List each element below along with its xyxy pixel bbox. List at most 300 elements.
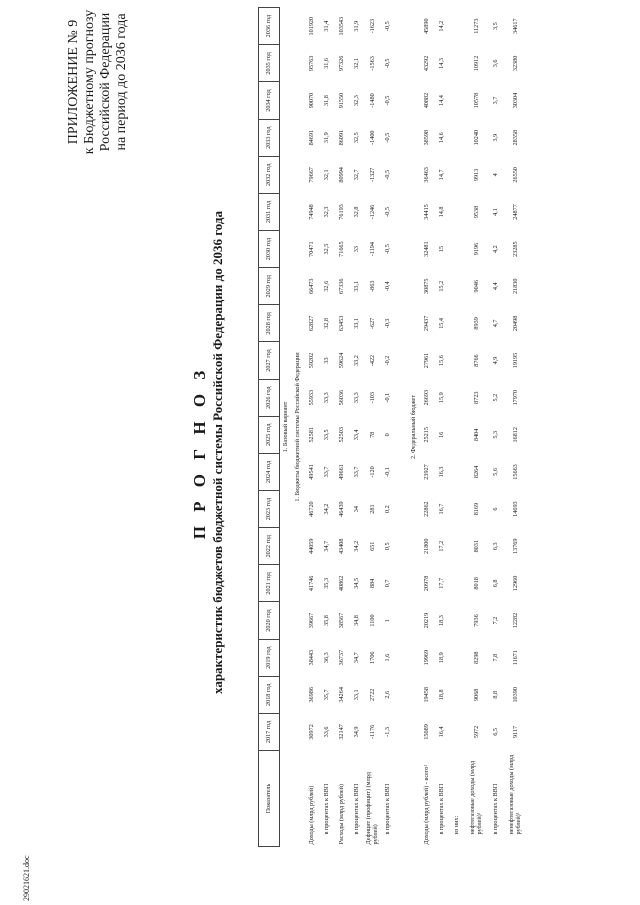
table-cell: 6,5 (492, 728, 500, 736)
table-body (280, 8, 528, 847)
annex-line-4: на период до 2036 года (114, 13, 129, 151)
row-label: в процентах к ВВП (492, 783, 500, 835)
table-cell: 103543 (337, 16, 345, 36)
table-cell: 26550 (511, 167, 519, 183)
table-cell: 14,4 (438, 95, 446, 106)
table-cell: 4,9 (492, 356, 500, 365)
table-cell: 23927 (423, 464, 431, 480)
table-cell: 15663 (511, 464, 519, 480)
table-cell: 19195 (511, 352, 519, 369)
table-cell: 5972 (472, 725, 480, 739)
table-cell: 4,7 (492, 319, 500, 328)
indicator-header: Показатель (259, 751, 280, 847)
table-row (449, 8, 464, 847)
table-cell: 18,8 (438, 689, 446, 701)
table-cell: -0,5 (384, 207, 392, 217)
table-cell: 41746 (307, 575, 315, 592)
table-cell: 8723 (472, 391, 480, 404)
table-header-row (259, 8, 280, 847)
year-header: 2024 год (259, 453, 280, 490)
table-cell: 884 (368, 578, 376, 589)
table-cell: 33,6 (322, 726, 330, 738)
table-cell: 52503 (337, 427, 345, 443)
table-cell: 5,2 (492, 393, 500, 402)
annex-number: ПРИЛОЖЕНИЕ № 9 (66, 19, 81, 145)
table-cell: 9117 (511, 725, 519, 739)
spacer-row (395, 8, 407, 847)
table-cell: 33,2 (352, 355, 360, 366)
table-cell: -863 (368, 280, 376, 292)
table-cell: -1623 (368, 18, 376, 34)
row-label: из них: (453, 815, 461, 835)
table-cell (449, 453, 464, 490)
table-cell: 9068 (472, 688, 480, 701)
table-cell (449, 528, 464, 565)
table-cell: -0,2 (384, 355, 392, 366)
table-cell: 32,3 (352, 95, 360, 106)
table-row (419, 8, 434, 847)
table-cell (449, 639, 464, 676)
table-cell: 38598 (423, 129, 431, 146)
table-cell: 8298 (472, 651, 480, 664)
table-row (380, 8, 395, 847)
table-cell: 16,7 (438, 503, 446, 515)
table-cell: -0,5 (384, 244, 392, 254)
year-header: 2031 год (259, 193, 280, 230)
table-cell: 5,3 (492, 430, 500, 439)
table-cell: 34,2 (322, 503, 330, 515)
table-cell: -0,5 (384, 58, 392, 69)
table-cell: 0,2 (384, 505, 392, 513)
table-cell: 19969 (423, 649, 431, 666)
table-cell: 18,3 (438, 615, 446, 626)
table-cell: 27961 (423, 352, 431, 369)
table-cell: 8766 (472, 354, 480, 367)
variant-title-label: 1. Базовый вариант (282, 401, 290, 453)
table-cell: 9913 (472, 168, 480, 182)
row-label: Доходы (млрд рублей) (307, 785, 315, 845)
row-label: Расходы (млрд рублей) (337, 784, 345, 845)
table-cell: 34264 (337, 687, 345, 703)
annex-line-2: к Бюджетному прогнозу (82, 9, 97, 155)
table-cell: 46720 (307, 501, 315, 517)
table-cell: 16,4 (438, 726, 446, 738)
table-cell: 9196 (472, 242, 480, 256)
table-cell: 9046 (472, 280, 480, 293)
year-header: 2021 год (259, 565, 280, 602)
table-cell: 20498 (511, 315, 519, 332)
table-cell: 15,9 (438, 392, 446, 404)
table-cell: -0,3 (384, 318, 392, 329)
table-cell: 80994 (337, 167, 345, 183)
table-cell: 7,2 (492, 616, 500, 625)
annex-block (66, 7, 130, 157)
table-cell: 33,4 (352, 429, 360, 441)
table-cell: 10578 (472, 92, 480, 109)
table-cell: 6,3 (492, 542, 500, 551)
table-cell: 16812 (511, 427, 519, 443)
table-cell: 30875 (423, 278, 431, 294)
table-cell: -0,1 (384, 467, 392, 477)
table-cell: -1480 (368, 93, 376, 108)
year-header: 2019 год (259, 639, 280, 676)
table-cell: -1327 (368, 167, 376, 183)
table-cell (449, 156, 464, 193)
table-cell: 4 (492, 173, 500, 177)
table-cell (449, 342, 464, 379)
table-cell: 34,2 (352, 540, 360, 552)
year-header: 2033 год (259, 119, 280, 156)
table-cell: 1,6 (384, 653, 392, 662)
table-cell: 39667 (307, 612, 315, 629)
table-cell: 33,7 (322, 466, 330, 478)
table-cell: 14,7 (438, 169, 446, 181)
table-cell: 38567 (337, 612, 345, 629)
table-cell: 90070 (307, 92, 315, 109)
table-cell: 33 (352, 246, 360, 253)
table-cell: 20978 (423, 575, 431, 592)
table-row (334, 8, 349, 847)
row-label: в процентах к ВВП (352, 783, 360, 835)
table-cell: 4,1 (492, 208, 500, 216)
table-cell: 10240 (472, 129, 480, 146)
document-subtitle: характеристик бюджетов бюджетной системы Российской Федерации до 2036 года (210, 211, 225, 694)
table-cell: 8018 (472, 577, 480, 590)
table-cell: 40862 (337, 575, 345, 592)
forecast-table (258, 7, 527, 847)
table-cell: 49541 (307, 464, 315, 480)
table-cell: 31,8 (322, 95, 330, 106)
year-header: 2027 год (259, 342, 280, 379)
table-cell: 79667 (307, 167, 315, 183)
table-cell (449, 193, 464, 230)
table-cell: 78 (368, 431, 376, 438)
year-header: 2034 год (259, 82, 280, 119)
table-cell: 15 (438, 246, 446, 253)
table-cell: -103 (368, 392, 376, 404)
table-cell: 43292 (423, 55, 431, 72)
table-cell: 2,6 (384, 690, 392, 699)
table-cell: -627 (368, 317, 376, 330)
table-cell: 36737 (337, 649, 345, 666)
table-cell: 10912 (472, 55, 480, 72)
table-cell: 0,5 (384, 542, 392, 551)
table-cell: 97326 (337, 55, 345, 72)
table-cell: 0 (384, 433, 392, 437)
year-header: 2025 год (259, 416, 280, 453)
table-cell: 9538 (472, 205, 480, 219)
table-cell: 32,8 (322, 317, 330, 329)
table-cell: 8,8 (492, 690, 500, 699)
table-cell: 62827 (307, 315, 315, 332)
variant-title (280, 8, 293, 847)
table-cell: 45890 (423, 18, 431, 34)
table-cell: 32,5 (322, 243, 330, 255)
table-cell: 4,4 (492, 282, 500, 291)
row-label: нефтегазовые доходы (млрд рублей)¹ (469, 760, 484, 835)
table-cell: -120 (368, 466, 376, 478)
table-cell: 4,2 (492, 245, 500, 253)
table-cell: 66473 (307, 278, 315, 294)
table-cell: 56036 (337, 389, 345, 406)
table-cell: 36,3 (322, 652, 330, 664)
table-cell: 34617 (511, 18, 519, 34)
table-cell (449, 379, 464, 416)
document-code: 29021621.doc (22, 855, 31, 901)
table-cell: 84691 (307, 129, 315, 146)
table-cell: 7,8 (492, 653, 500, 662)
table-cell: 35,8 (322, 615, 330, 626)
table-cell: 8169 (472, 502, 480, 516)
year-header: 2017 год (259, 713, 280, 750)
table-cell: 26693 (423, 389, 431, 406)
table-cell: 25215 (423, 427, 431, 443)
table-cell: 8939 (472, 317, 480, 330)
table-cell: 55933 (307, 389, 315, 406)
table-cell: 86091 (337, 129, 345, 146)
table-cell: 23285 (511, 241, 519, 257)
table-cell: 34,7 (352, 652, 360, 664)
table-cell: 22862 (423, 501, 431, 517)
table-cell: 32,1 (352, 57, 360, 69)
table-cell: 14,8 (438, 206, 446, 218)
table-cell: 34,8 (352, 615, 360, 626)
table-cell: 33,7 (352, 466, 360, 478)
document-title: П Р О Г Н О З (190, 365, 209, 540)
table-cell: 16 (438, 431, 446, 438)
table-cell: 95763 (307, 55, 315, 72)
table-cell: 34 (352, 506, 360, 513)
table-cell (449, 45, 464, 82)
table-cell: 15,2 (438, 280, 446, 292)
year-header: 2030 год (259, 231, 280, 268)
row-label: в процентах к ВВП (384, 783, 392, 835)
table-cell: 14,3 (438, 57, 446, 69)
table-cell (449, 8, 464, 45)
table-cell: 0,7 (384, 579, 392, 588)
table-cell: 11671 (511, 650, 519, 666)
table-cell: 12960 (511, 575, 519, 592)
year-header: 2029 год (259, 268, 280, 305)
table-cell: 36463 (423, 167, 431, 183)
table-cell: 8404 (472, 428, 480, 441)
table-cell: 44059 (307, 538, 315, 554)
table-cell (449, 713, 464, 750)
table-cell: 1 (384, 618, 392, 623)
table-row (319, 8, 334, 847)
table-cell: 67336 (337, 278, 345, 294)
table-cell: 5,6 (492, 468, 500, 476)
table-cell: 3,9 (492, 133, 500, 142)
table-cell: 32481 (423, 241, 431, 257)
section-title (407, 8, 419, 847)
table-cell: -0,1 (384, 392, 392, 403)
year-header: 2026 год (259, 379, 280, 416)
table-cell: -0,5 (384, 95, 392, 106)
table-cell (449, 82, 464, 119)
table-cell: 1100 (368, 614, 376, 627)
table-cell: 18,9 (438, 652, 446, 664)
table-cell: 33,1 (352, 689, 360, 701)
table-cell: 32,8 (352, 206, 360, 218)
table-row (488, 8, 503, 847)
table-cell: 15089 (423, 724, 431, 740)
table-cell: 33,1 (352, 280, 360, 292)
year-header: 2020 год (259, 602, 280, 639)
table-cell: 281 (368, 504, 376, 514)
table-cell: 38443 (307, 649, 315, 666)
table-cell: 34,5 (352, 577, 360, 589)
table-cell: 30972 (307, 724, 315, 740)
table-cell: 70471 (307, 241, 315, 257)
table-cell: -0,5 (384, 132, 392, 143)
table-cell: 3,6 (492, 59, 500, 68)
row-label: Доходы (млрд рублей) - всего¹ (423, 764, 431, 845)
table-cell (449, 231, 464, 268)
table-cell (449, 491, 464, 528)
table-cell: 10390 (511, 687, 519, 703)
table-cell: 32,6 (322, 280, 330, 292)
table-cell: 34415 (423, 204, 431, 220)
table-cell: 32,7 (352, 169, 360, 181)
table-cell: 6,8 (492, 579, 500, 588)
table-cell: 28358 (511, 129, 519, 146)
table-cell: 34,7 (322, 540, 330, 552)
table-cell: -0,4 (384, 281, 392, 292)
table-cell: 63453 (337, 315, 345, 332)
table-cell: 74948 (307, 204, 315, 220)
table-cell: -1,3 (384, 727, 392, 737)
table-cell: 32,1 (322, 169, 330, 181)
table-cell: 21830 (511, 278, 519, 294)
year-header: 2032 год (259, 156, 280, 193)
table-cell: 12282 (511, 612, 519, 629)
table-cell: 14,6 (438, 132, 446, 144)
table-cell: 43408 (337, 538, 345, 554)
table-cell: 91550 (337, 92, 345, 109)
section-title (292, 8, 304, 847)
table-cell: 24877 (511, 204, 519, 220)
table-cell: 49661 (337, 464, 345, 480)
table-cell: 33,3 (322, 392, 330, 404)
annex-line-3: Российской Федерации (98, 12, 113, 152)
table-cell: -0,5 (384, 169, 392, 180)
table-cell: -422 (368, 354, 376, 367)
row-label: Дефицит (профицит) (млрд рублей) (365, 772, 380, 845)
section-title-label: 2. Федеральный бюджет (409, 395, 417, 460)
table-cell: 34,9 (352, 726, 360, 738)
table-cell: 31,9 (352, 20, 360, 32)
table-cell: -1176 (368, 724, 376, 740)
table-cell: 19458 (423, 687, 431, 703)
table-cell: 59202 (307, 352, 315, 369)
table-cell: 3,7 (492, 96, 500, 105)
table-row (364, 8, 380, 847)
table-cell: -0,5 (384, 21, 392, 32)
table-cell: 46439 (337, 501, 345, 517)
table-cell: -1194 (368, 242, 376, 257)
year-header: 2023 год (259, 491, 280, 528)
year-header: 2018 год (259, 676, 280, 713)
table-cell: 36986 (307, 687, 315, 703)
table-cell: 8264 (472, 465, 480, 479)
table-cell: 16,3 (438, 466, 446, 478)
table-cell: 59624 (337, 352, 345, 369)
table-cell: 15,4 (438, 317, 446, 329)
table-row (434, 8, 449, 847)
row-label: ненефтегазовые доходы (млрд рублей)¹ (508, 754, 523, 835)
table-cell (449, 565, 464, 602)
table-cell (449, 416, 464, 453)
table-cell: 40882 (423, 92, 431, 109)
row-label: в процентах к ВВП (438, 783, 446, 835)
table-cell: 20219 (423, 612, 431, 629)
table-cell: 31,4 (322, 20, 330, 32)
table-cell: 11273 (472, 18, 480, 34)
table-cell: 21800 (423, 538, 431, 554)
table-cell: 8031 (472, 540, 480, 553)
table-cell (449, 676, 464, 713)
table-cell: 651 (368, 541, 376, 551)
section-title-label: 1. Бюджеты бюджетной системы Российской Федерации (294, 352, 302, 502)
table-cell: 17,2 (438, 540, 446, 552)
table-cell: 2722 (368, 688, 376, 701)
table-cell (449, 602, 464, 639)
table-cell: 14693 (511, 501, 519, 517)
table-cell: 17970 (511, 389, 519, 406)
spacer-cell (395, 8, 407, 847)
table-cell: 33,3 (352, 392, 360, 404)
table-cell: 52581 (307, 427, 315, 443)
year-header: 2035 год (259, 45, 280, 82)
table-cell: 33,5 (322, 429, 330, 441)
table-cell: 33 (322, 357, 330, 364)
table-cell: 35,3 (322, 577, 330, 589)
table-cell: 15,6 (438, 355, 446, 366)
table-cell: 32380 (511, 55, 519, 72)
table-cell: 101920 (307, 16, 315, 36)
table-cell: 31,9 (322, 132, 330, 144)
table-cell: 31,6 (322, 57, 330, 69)
table-cell: 14,2 (438, 20, 446, 32)
table-cell (449, 119, 464, 156)
table-cell: 13769 (511, 538, 519, 554)
year-header: 2022 год (259, 528, 280, 565)
table-cell (449, 305, 464, 342)
year-header: 2036 год (259, 8, 280, 45)
table-cell: 6 (492, 507, 500, 511)
table-cell: 35,7 (322, 689, 330, 701)
table-cell: 71665 (337, 241, 345, 257)
table-cell: 30304 (511, 92, 519, 109)
table-cell: -1563 (368, 56, 376, 71)
table-cell: 32147 (337, 724, 345, 740)
table-cell: 1706 (368, 651, 376, 664)
table-row (464, 8, 488, 847)
table-cell: 32,5 (352, 132, 360, 144)
table-cell: 33,1 (352, 317, 360, 329)
row-label: в процентах к ВВП (322, 783, 330, 835)
year-header: 2028 год (259, 305, 280, 342)
table-cell: -1400 (368, 130, 376, 145)
table-cell: 32,3 (322, 206, 330, 218)
table-cell (449, 268, 464, 305)
table-cell: 29437 (423, 315, 431, 332)
table-cell: 3,5 (492, 22, 500, 31)
table-cell: 76193 (337, 204, 345, 220)
table-cell: 7936 (472, 614, 480, 627)
table-row (503, 8, 527, 847)
